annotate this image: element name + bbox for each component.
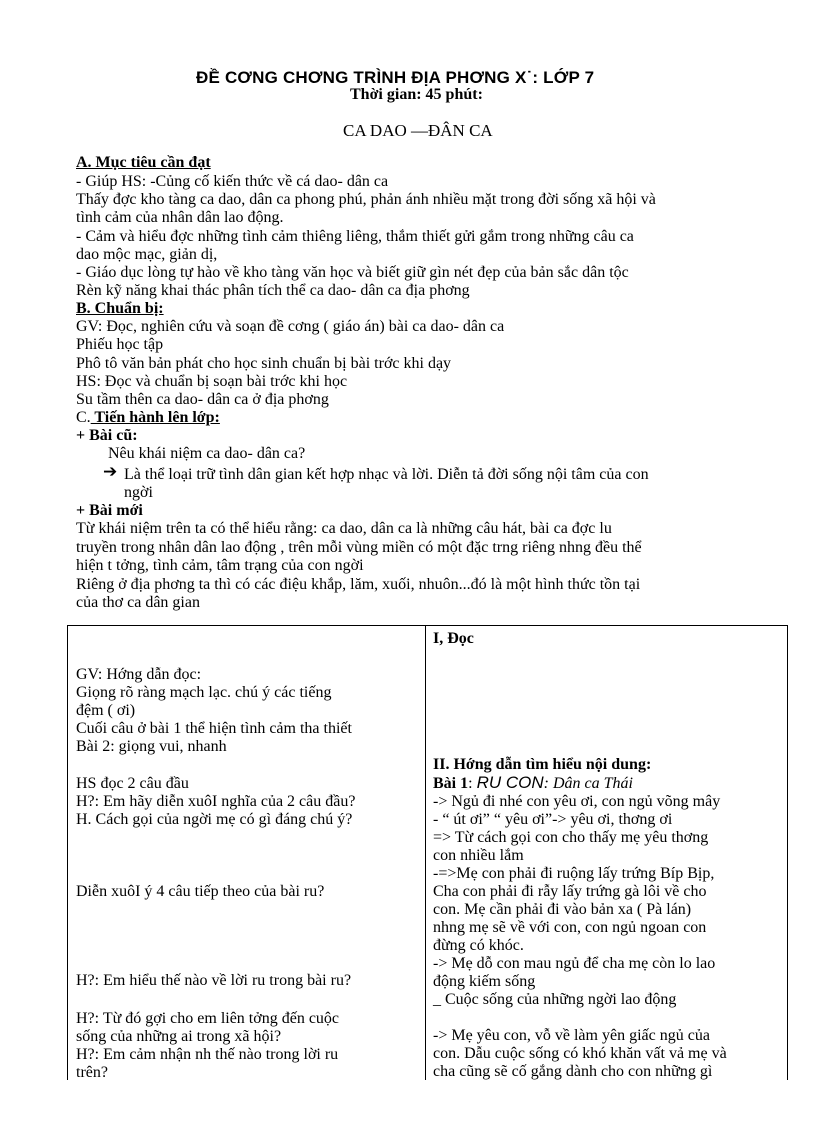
right-line: đừng có khóc. [433, 937, 524, 954]
answer-line: Là thể loại trữ tình dân gian kết hợp nhạc và lời. Diễn tả đời sống nội tâm của con [124, 466, 649, 483]
section-a-line: - Giúp HS: -Củng cố kiến thức về cá dao- dân ca [76, 173, 389, 190]
left-line: H?: Em hãy diễn xuôI nghĩa của 2 câu đầu? [76, 793, 356, 810]
right-line: -=>Mẹ con phải đi ruộng lấy trứng Bíp Bịp, [433, 865, 715, 882]
right-line: -> Mẹ dỗ con mau ngủ để cha mẹ còn lo lao [433, 955, 716, 972]
poem-heading [433, 774, 633, 793]
right-line: con. Mẹ cần phải đi vào bản xa ( Pà lán) [433, 901, 692, 918]
poem-title: RU CON [476, 773, 544, 792]
left-line: trên? [76, 1064, 108, 1081]
document-title: ĐỀ CƠNG CHƠNG TRÌNH ĐỊA PHƠNG X˙: LỚP 7 [196, 68, 595, 87]
right-line: -> Mẹ yêu con, vỗ về làm yên giấc ngủ của [433, 1027, 710, 1044]
right-line: => Từ cách gọi con cho thấy mẹ yêu thơng [433, 829, 709, 846]
left-line: GV: Hớng dẫn đọc: [76, 666, 202, 683]
section-a-line: Rèn kỹ năng khai thác phân tích thể ca dao- dân ca địa phơng [76, 282, 470, 299]
intro-line: truyền trong nhân dân lao động , trên mỗi vùng miền có một đặc trng riêng nhng đều thể [76, 539, 642, 556]
intro-line: của thơ ca dân gian [76, 594, 200, 611]
read-heading: I, Đọc [433, 630, 474, 647]
old-lesson-label: + Bài cũ: [76, 427, 138, 444]
poem-colon: : [468, 775, 477, 792]
right-line: Cha con phải đi rẫy lấy trứng gà lôi về cho [433, 883, 707, 900]
section-a-line: - Giáo dục lòng tự hào về kho tàng văn học và biết giữ gìn nét đẹp của bản sắc dân tộc [76, 264, 629, 281]
right-line: - “ út ơi” “ yêu ơi”-> yêu ơi, thơng ơi [433, 811, 673, 828]
left-line: Cuối câu ở bài 1 thể hiện tình cảm tha thiết [76, 720, 352, 737]
guide-heading: II. Hớng dẫn tìm hiểu nội dung: [433, 756, 652, 773]
right-line: động kiếm sống [433, 973, 536, 990]
section-b-line: Su tầm thên ca dao- dân ca ở địa phơng [76, 391, 329, 408]
poem-source: Dân ca Thái [552, 775, 633, 792]
lesson-title: CA DAO —ĐÂN CA [343, 121, 493, 140]
left-line: H?: Em hiểu thế nào về lời ru trong bài ru? [76, 972, 352, 989]
left-line: Bài 2: giọng vui, nhanh [76, 738, 227, 755]
section-b-line: Phiếu học tập [76, 336, 164, 353]
right-line: cha cũng sẽ cố gắng dành cho con những gì [433, 1063, 713, 1080]
left-line: đệm ( ơi) [76, 702, 136, 719]
answer-line: ngời [124, 484, 153, 501]
section-a-line: - Cảm và hiểu đợc những tình cảm thiêng liêng, thắm thiết gửi gắm trong những câu ca [76, 228, 634, 245]
review-question: Nêu khái niệm ca dao- dân ca? [108, 445, 306, 462]
intro-line: Riêng ở địa phơng ta thì có các điệu khắp, lăm, xuối, nhuôn...đó là một hình thức tồn tại [76, 576, 641, 593]
poem-sep: : [543, 775, 553, 792]
right-line: -> Ngủ đi nhé con yêu ơi, con ngủ võng mây [433, 793, 721, 810]
right-line [433, 1009, 727, 1027]
right-line: con nhiều lắm [433, 847, 524, 864]
table-left-guide [76, 666, 352, 756]
table-left-questions [76, 775, 355, 829]
left-line: H?: Từ đó gợi cho em liên tởng đến cuộc [76, 1010, 340, 1027]
right-line: con. Dẫu cuộc sống có khó khăn vất vả mẹ và [433, 1045, 727, 1062]
right-line: _ Cuộc sống của những ngời lao động [433, 991, 677, 1008]
section-a-heading: A. Mục tiêu cần đạt [76, 154, 211, 171]
section-c-prefix: C. [76, 409, 91, 426]
table-divider [425, 625, 426, 1080]
left-line: Diễn xuôI ý 4 câu tiếp theo của bài ru? [76, 883, 325, 900]
section-a-line: Thấy đợc kho tàng ca dao, dân ca phong phú, phản ánh nhiều mặt trong đời sống xã hội và [76, 191, 656, 208]
left-line: H. Cách gọi của ngời mẹ có gì đáng chú ý? [76, 811, 353, 828]
section-b-line: HS: Đọc và chuẩn bị soạn bài trớc khi học [76, 373, 348, 390]
poem-prefix: Bài 1 [433, 775, 469, 792]
section-a-line: dao mộc mạc, giản dị, [76, 246, 218, 263]
right-line: nhng mẹ sẽ về với con, con ngủ ngoan con [433, 919, 707, 936]
section-a-line: tình cảm của nhân dân lao động. [76, 209, 284, 226]
new-lesson-label: + Bài mới [76, 502, 143, 519]
arrow-right-icon: ➔ [103, 462, 118, 482]
left-line: H?: Em cảm nhận nh thế nào trong lời ru [76, 1046, 339, 1063]
left-line: HS đọc 2 câu đầu [76, 775, 189, 792]
table-left-questions-2 [76, 1010, 339, 1082]
intro-line: hiện t tởng, tình cảm, tâm trạng của con ngời [76, 557, 364, 574]
left-line: Giọng rõ ràng mạch lạc. chú ý các tiếng [76, 684, 332, 701]
section-b-line: GV: Đọc, nghiên cứu và soạn đề cơng ( giáo án) bài ca dao- dân ca [76, 318, 505, 335]
intro-line: Từ khái niệm trên ta có thể hiểu rằng: ca dao, dân ca là những câu hát, bài ca đợc lu [76, 520, 612, 537]
section-b-heading: B. Chuẩn bị: [76, 300, 164, 317]
left-line: sống của những ai trong xã hội? [76, 1028, 282, 1045]
section-c-heading-line [76, 409, 220, 427]
section-b-line: Phô tô văn bản phát cho học sinh chuẩn bị bài trớc khi dạy [76, 355, 452, 372]
section-c-heading: Tiến hành lên lớp: [90, 409, 220, 426]
time-allowed: Thời gian: 45 phút: [350, 86, 483, 103]
table-right-content [433, 793, 727, 1081]
